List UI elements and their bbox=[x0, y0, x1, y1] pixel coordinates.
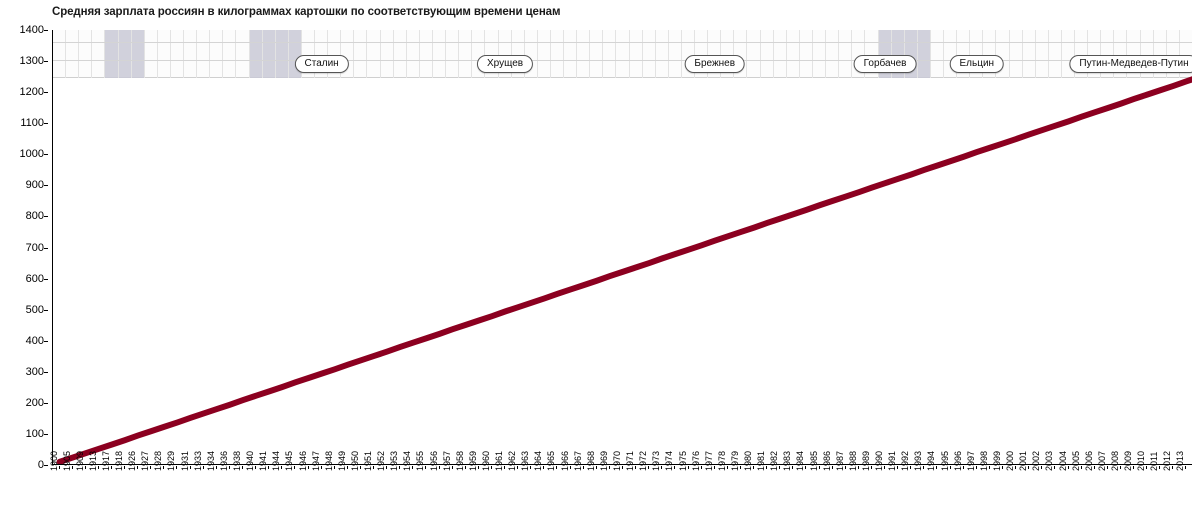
y-tick-mark bbox=[44, 61, 48, 62]
x-tick-label: 2001 bbox=[1018, 450, 1029, 471]
x-tick-label: 1991 bbox=[887, 450, 898, 471]
x-tick-mark bbox=[98, 466, 99, 469]
y-tick-mark bbox=[44, 30, 48, 31]
y-tick-mark bbox=[44, 154, 48, 155]
x-tick-label: 1984 bbox=[795, 450, 806, 471]
x-tick-label: 1967 bbox=[572, 450, 583, 471]
x-tick-label: 1940 bbox=[245, 450, 256, 471]
x-tick-label: 1900 bbox=[48, 450, 59, 471]
x-tick-label: 1941 bbox=[258, 450, 269, 471]
x-tick-label: 1905 bbox=[61, 450, 72, 471]
y-tick-mark bbox=[44, 403, 48, 404]
era-label-горбачев[interactable]: Горбачев bbox=[854, 55, 917, 73]
x-tick-label: 2006 bbox=[1083, 450, 1094, 471]
x-tick-mark bbox=[504, 466, 505, 469]
x-tick-label: 1948 bbox=[323, 450, 334, 471]
x-tick-label: 1990 bbox=[874, 450, 885, 471]
x-tick-mark bbox=[871, 466, 872, 469]
x-tick-mark bbox=[753, 466, 754, 469]
y-tick-label: 1100 bbox=[20, 117, 44, 130]
x-tick-label: 1959 bbox=[467, 450, 478, 471]
x-tick-label: 2012 bbox=[1162, 450, 1173, 471]
x-tick-mark bbox=[176, 466, 177, 469]
x-tick-label: 1999 bbox=[992, 450, 1002, 471]
x-tick-mark bbox=[609, 466, 610, 469]
y-tick-label: 800 bbox=[25, 210, 44, 223]
x-tick-mark bbox=[792, 466, 793, 469]
y-tick-mark bbox=[44, 248, 48, 249]
x-tick-mark bbox=[478, 466, 479, 469]
x-tick-label: 1974 bbox=[664, 450, 675, 471]
x-tick-label: 1973 bbox=[651, 450, 662, 471]
x-tick-mark bbox=[910, 466, 911, 469]
x-tick-mark bbox=[111, 466, 112, 469]
x-tick-mark bbox=[1041, 466, 1042, 469]
x-tick-label: 1953 bbox=[389, 450, 400, 471]
x-tick-label: 1934 bbox=[205, 450, 216, 471]
x-tick-mark bbox=[635, 466, 636, 469]
x-tick-label: 1929 bbox=[166, 450, 177, 471]
y-tick-label: 200 bbox=[25, 396, 44, 409]
y-tick-mark bbox=[44, 185, 48, 186]
y-tick-label: 700 bbox=[25, 241, 44, 254]
y-tick-label: 100 bbox=[25, 427, 44, 440]
x-axis bbox=[48, 450, 1192, 510]
x-tick-label: 1938 bbox=[232, 450, 242, 471]
x-tick-mark bbox=[1054, 466, 1055, 469]
x-tick-label: 2008 bbox=[1109, 450, 1120, 471]
y-axis bbox=[0, 24, 48, 471]
x-tick-mark bbox=[137, 466, 138, 469]
x-tick-mark bbox=[1172, 466, 1173, 469]
x-tick-mark bbox=[923, 466, 924, 469]
x-tick-label: 1962 bbox=[507, 450, 518, 471]
x-tick-mark bbox=[1159, 466, 1160, 469]
x-tick-label: 1997 bbox=[965, 450, 976, 471]
x-tick-mark bbox=[268, 466, 269, 469]
y-tick-label: 1000 bbox=[19, 148, 44, 161]
x-tick-label: 2013 bbox=[1175, 450, 1186, 471]
x-tick-label: 2011 bbox=[1149, 451, 1160, 471]
y-tick-label: 1300 bbox=[19, 55, 44, 68]
x-tick-label: 1987 bbox=[834, 450, 845, 471]
x-tick-label: 1951 bbox=[363, 450, 374, 471]
x-tick-label: 1994 bbox=[926, 450, 937, 471]
x-tick-label: 1952 bbox=[376, 450, 387, 471]
x-tick-mark bbox=[530, 466, 531, 469]
x-tick-label: 1978 bbox=[716, 450, 727, 471]
x-tick-label: 2007 bbox=[1096, 450, 1107, 471]
era-label-путин-медведев-путин[interactable]: Путин-Медведев-Путин bbox=[1069, 55, 1192, 73]
x-tick-label: 1985 bbox=[808, 450, 819, 471]
x-tick-label: 1918 bbox=[114, 450, 125, 471]
x-tick-mark bbox=[229, 466, 230, 469]
x-tick-label: 1971 bbox=[625, 450, 636, 471]
x-tick-mark bbox=[163, 466, 164, 469]
x-tick-label: 1963 bbox=[520, 450, 531, 471]
x-tick-mark bbox=[150, 466, 151, 469]
x-tick-mark bbox=[281, 466, 282, 469]
y-tick-mark bbox=[44, 434, 48, 435]
era-label-брежнев[interactable]: Брежнев bbox=[684, 55, 745, 73]
x-tick-mark bbox=[936, 466, 937, 469]
x-tick-label: 1946 bbox=[297, 450, 308, 471]
era-label-ельцин[interactable]: Ельцин bbox=[950, 55, 1005, 73]
x-tick-mark bbox=[897, 466, 898, 469]
x-tick-mark bbox=[884, 466, 885, 469]
x-tick-mark bbox=[674, 466, 675, 469]
y-tick-label: 500 bbox=[25, 303, 44, 316]
x-tick-label: 1965 bbox=[546, 450, 557, 471]
x-tick-mark bbox=[242, 466, 243, 469]
x-tick-label: 2005 bbox=[1070, 450, 1081, 471]
x-tick-label: 1926 bbox=[127, 450, 138, 471]
x-tick-label: 1964 bbox=[533, 450, 544, 471]
x-tick-label: 1909 bbox=[74, 450, 85, 471]
x-tick-mark bbox=[124, 466, 125, 469]
chart-title: Средняя зарплата россиян в килограммах картошки по соответствующим времени ценам bbox=[52, 6, 561, 18]
x-tick-label: 1998 bbox=[978, 450, 989, 471]
y-tick-label: 600 bbox=[25, 272, 44, 285]
x-tick-mark bbox=[373, 466, 374, 469]
x-tick-mark bbox=[989, 466, 990, 469]
x-tick-label: 1968 bbox=[585, 450, 596, 471]
x-tick-mark bbox=[779, 466, 780, 469]
x-tick-mark bbox=[360, 466, 361, 469]
x-tick-mark bbox=[740, 466, 741, 469]
x-tick-label: 1977 bbox=[703, 450, 714, 471]
era-label-сталин[interactable]: Сталин bbox=[295, 55, 349, 73]
x-tick-label: 1958 bbox=[454, 450, 465, 471]
y-tick-mark bbox=[44, 92, 48, 93]
x-tick-label: 2000 bbox=[1005, 450, 1016, 471]
x-tick-label: 1956 bbox=[428, 450, 439, 471]
x-tick-label: 1970 bbox=[612, 450, 622, 471]
y-tick-mark bbox=[44, 341, 48, 342]
x-tick-mark bbox=[1015, 466, 1016, 469]
x-tick-mark bbox=[412, 466, 413, 469]
y-tick-mark bbox=[44, 465, 48, 466]
x-tick-mark bbox=[1002, 466, 1003, 469]
x-tick-label: 1928 bbox=[153, 450, 164, 471]
plot-area bbox=[52, 30, 1192, 465]
x-tick-label: 1976 bbox=[690, 450, 701, 471]
y-tick-label: 300 bbox=[25, 365, 44, 378]
x-tick-mark bbox=[1120, 466, 1121, 469]
y-tick-mark bbox=[44, 372, 48, 373]
x-tick-mark bbox=[491, 466, 492, 469]
x-tick-label: 1969 bbox=[598, 450, 609, 471]
x-tick-label: 2003 bbox=[1044, 450, 1055, 471]
x-tick-label: 1955 bbox=[415, 450, 426, 471]
x-tick-label: 1949 bbox=[336, 450, 347, 471]
x-tick-label: 1993 bbox=[913, 450, 924, 471]
x-tick-label: 1989 bbox=[860, 450, 871, 471]
y-tick-mark bbox=[44, 310, 48, 311]
x-tick-label: 1966 bbox=[559, 450, 570, 471]
x-tick-label: 1957 bbox=[441, 450, 452, 471]
x-tick-label: 1961 bbox=[494, 450, 505, 471]
series-path bbox=[60, 76, 1192, 462]
x-tick-label: 2010 bbox=[1136, 450, 1147, 471]
x-tick-label: 1913 bbox=[87, 450, 98, 471]
y-tick-label: 1200 bbox=[19, 86, 44, 99]
x-tick-label: 2004 bbox=[1057, 450, 1068, 471]
x-tick-mark bbox=[661, 466, 662, 469]
x-tick-label: 1931 bbox=[179, 450, 190, 471]
x-tick-label: 1981 bbox=[756, 450, 767, 471]
x-tick-label: 1979 bbox=[729, 450, 740, 471]
x-tick-mark bbox=[1146, 466, 1147, 469]
y-tick-label: 900 bbox=[25, 179, 44, 192]
x-tick-label: 1996 bbox=[952, 450, 963, 471]
x-tick-label: 1960 bbox=[480, 450, 491, 471]
x-tick-label: 1980 bbox=[743, 450, 754, 471]
x-tick-label: 1936 bbox=[218, 450, 229, 471]
x-tick-label: 1947 bbox=[310, 450, 321, 471]
x-tick-mark bbox=[294, 466, 295, 469]
x-tick-mark bbox=[386, 466, 387, 469]
x-tick-label: 1927 bbox=[140, 450, 151, 471]
x-tick-mark bbox=[1028, 466, 1029, 469]
y-tick-label: 1400 bbox=[19, 24, 44, 36]
x-tick-label: 1933 bbox=[192, 450, 203, 471]
x-tick-mark bbox=[399, 466, 400, 469]
x-tick-mark bbox=[805, 466, 806, 469]
x-tick-label: 1992 bbox=[900, 450, 911, 471]
x-tick-label: 1982 bbox=[769, 450, 780, 471]
x-tick-mark bbox=[543, 466, 544, 469]
x-tick-mark bbox=[425, 466, 426, 469]
x-tick-mark bbox=[766, 466, 767, 469]
y-tick-mark bbox=[44, 279, 48, 280]
x-tick-mark bbox=[622, 466, 623, 469]
x-tick-label: 1950 bbox=[349, 450, 360, 471]
y-tick-mark bbox=[44, 216, 48, 217]
plot-inner bbox=[53, 30, 1192, 464]
y-tick-label: 400 bbox=[25, 334, 44, 347]
series-line bbox=[53, 30, 1192, 464]
x-tick-mark bbox=[517, 466, 518, 469]
x-tick-mark bbox=[1133, 466, 1134, 469]
x-tick-label: 1988 bbox=[847, 450, 858, 471]
x-tick-label: 1944 bbox=[271, 450, 282, 471]
x-tick-mark bbox=[255, 466, 256, 469]
y-tick-label: 0 bbox=[37, 459, 44, 471]
x-tick-label: 1975 bbox=[677, 450, 688, 471]
x-tick-label: 2009 bbox=[1123, 450, 1134, 471]
x-tick-label: 1917 bbox=[100, 450, 111, 471]
x-tick-label: 1954 bbox=[402, 450, 413, 471]
x-tick-mark bbox=[556, 466, 557, 469]
x-tick-mark bbox=[1185, 466, 1186, 469]
x-tick-label: 2002 bbox=[1031, 450, 1042, 471]
y-tick-mark bbox=[44, 123, 48, 124]
era-label-хрущев[interactable]: Хрущев bbox=[477, 55, 533, 73]
x-tick-mark bbox=[858, 466, 859, 469]
x-tick-label: 1945 bbox=[284, 450, 295, 471]
x-tick-mark bbox=[648, 466, 649, 469]
x-tick-label: 1983 bbox=[782, 450, 793, 471]
x-tick-label: 1986 bbox=[821, 450, 832, 471]
x-tick-label: 1995 bbox=[939, 450, 950, 471]
x-tick-label: 1972 bbox=[638, 450, 649, 471]
